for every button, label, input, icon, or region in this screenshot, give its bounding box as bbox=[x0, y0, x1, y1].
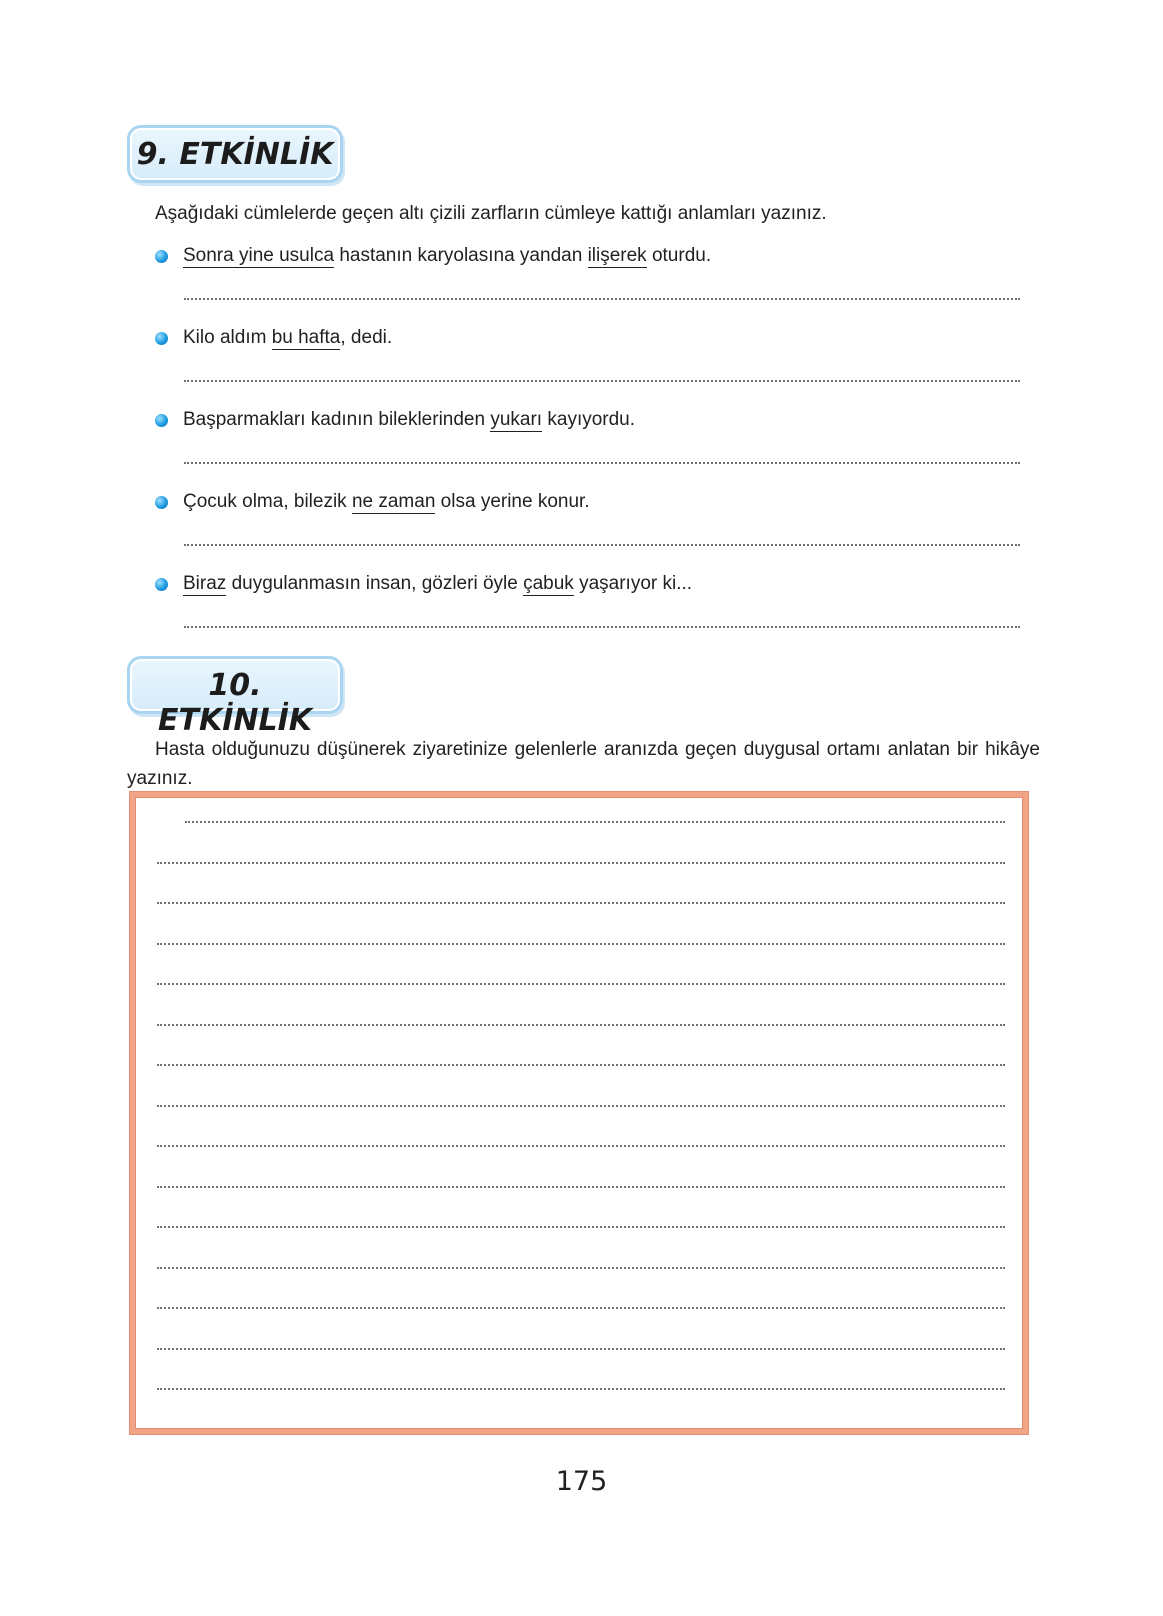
sentence-segment: , dedi. bbox=[340, 327, 393, 348]
activity-10-badge bbox=[127, 656, 343, 738]
writing-line[interactable] bbox=[157, 1105, 1005, 1107]
bullet-icon bbox=[155, 332, 168, 345]
writing-line[interactable] bbox=[157, 862, 1005, 864]
activity-10-title: 10. ETKİNLİK bbox=[158, 668, 312, 738]
sentence-text bbox=[183, 488, 590, 516]
writing-line[interactable] bbox=[157, 943, 1005, 945]
underlined-adverb: yukarı bbox=[490, 409, 543, 430]
writing-line[interactable] bbox=[157, 1388, 1005, 1390]
writing-line[interactable] bbox=[157, 1186, 1005, 1188]
writing-line[interactable] bbox=[157, 983, 1005, 985]
bullet-icon bbox=[155, 578, 168, 591]
activity-9-instruction: Aşağıdaki cümlelerde geçen altı çizili zarfların cümleye kattığı anlamları yazınız. bbox=[155, 203, 827, 224]
sentence-segment: Çocuk olma, bilezik bbox=[183, 491, 352, 512]
answer-line[interactable] bbox=[184, 626, 1020, 628]
answer-line[interactable] bbox=[184, 380, 1020, 382]
bullet-icon bbox=[155, 250, 168, 263]
sentence-segment: hastanın karyolasına yandan bbox=[334, 245, 588, 266]
sentence-segment: Başparmakları kadının bileklerinden bbox=[183, 409, 491, 430]
activity-9-item bbox=[155, 324, 1035, 354]
sentence-segment: Kilo aldım bbox=[183, 327, 272, 348]
writing-line[interactable] bbox=[157, 1226, 1005, 1228]
sentence-segment: duygulanmasın insan, gözleri öyle bbox=[226, 573, 524, 594]
writing-line[interactable] bbox=[157, 902, 1005, 904]
sentence-segment: kayıyordu. bbox=[542, 409, 636, 430]
underlined-adverb: Sonra yine usulca bbox=[183, 245, 335, 266]
activity-9-title: 9. ETKİNLİK bbox=[136, 137, 334, 172]
writing-line[interactable] bbox=[157, 1267, 1005, 1269]
page-number: 175 bbox=[555, 1466, 608, 1497]
bullet-icon bbox=[155, 496, 168, 509]
writing-line[interactable] bbox=[157, 1145, 1005, 1147]
activity-9-badge bbox=[127, 125, 343, 183]
underlined-adverb: ne zaman bbox=[351, 491, 436, 512]
sentence-text bbox=[183, 570, 692, 598]
underlined-adverb: Biraz bbox=[183, 573, 227, 594]
bullet-icon bbox=[155, 414, 168, 427]
activity-9-item bbox=[155, 242, 1035, 272]
sentence-segment: oturdu. bbox=[646, 245, 712, 266]
writing-line[interactable] bbox=[157, 1064, 1005, 1066]
story-writing-box[interactable] bbox=[130, 792, 1028, 1434]
answer-line[interactable] bbox=[184, 462, 1020, 464]
writing-line[interactable] bbox=[157, 1024, 1005, 1026]
sentence-text bbox=[183, 406, 635, 434]
sentence-segment: olsa yerine konur. bbox=[435, 491, 590, 512]
sentence-text bbox=[183, 242, 711, 270]
activity-9-item bbox=[155, 488, 1035, 518]
sentence-text bbox=[183, 324, 392, 352]
underlined-adverb: çabuk bbox=[523, 573, 574, 594]
writing-line[interactable] bbox=[157, 1307, 1005, 1309]
sentence-segment: yaşarıyor ki... bbox=[573, 573, 693, 594]
activity-9-item bbox=[155, 406, 1035, 436]
activity-9-item bbox=[155, 570, 1035, 600]
writing-line[interactable] bbox=[157, 1348, 1005, 1350]
writing-line[interactable] bbox=[185, 821, 1005, 823]
underlined-adverb: ilişerek bbox=[587, 245, 647, 266]
underlined-adverb: bu hafta bbox=[271, 327, 341, 348]
answer-line[interactable] bbox=[184, 298, 1020, 300]
answer-line[interactable] bbox=[184, 544, 1020, 546]
activity-10-instruction: Hasta olduğunuzu düşünerek ziyaretinize gelenlerle aranızda geçen duygusal ortamı anlatan bir hikâye yazınız. bbox=[127, 739, 1040, 789]
